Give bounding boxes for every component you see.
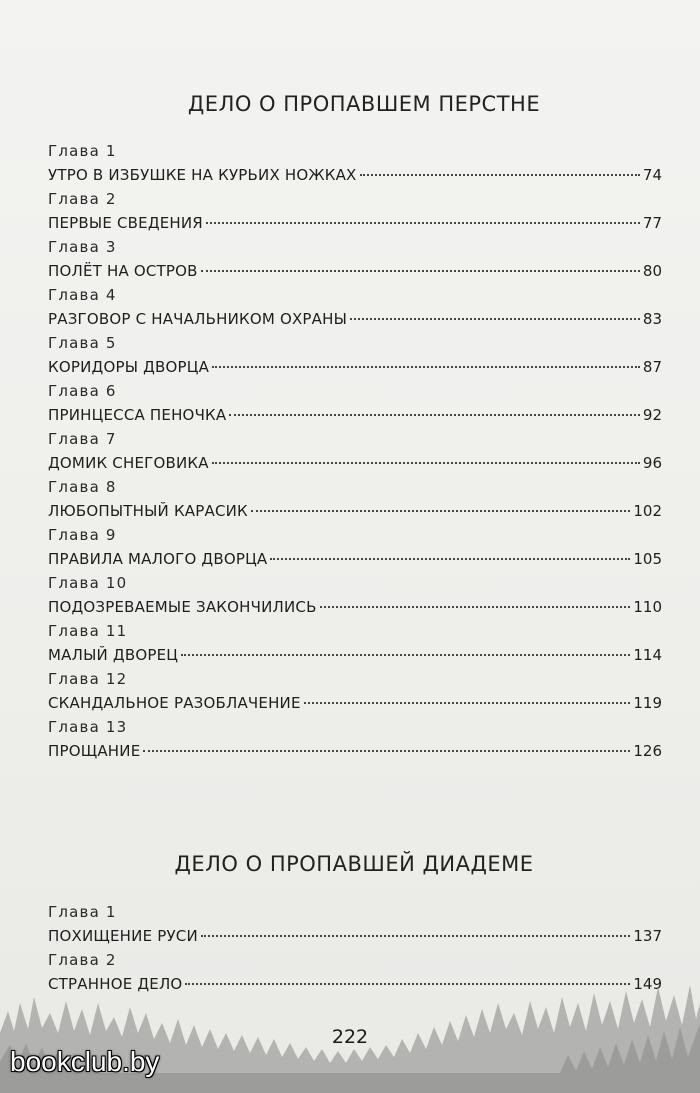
dot-leader	[270, 558, 630, 560]
page-number: 222	[331, 1026, 369, 1048]
chapter-page-number: 110	[633, 598, 662, 616]
toc-entry	[48, 593, 662, 621]
dot-leader	[251, 510, 630, 512]
toc-entry	[48, 641, 662, 669]
toc-entry	[48, 353, 662, 381]
dot-leader	[143, 750, 630, 752]
chapter-title: ПЕРВЫЕ СВЕДЕНИЯ	[48, 214, 203, 232]
chapter-label: Глава 4	[48, 286, 117, 304]
chapter-title: ПРОЩАНИЕ	[48, 742, 141, 760]
section-title-missing-diadem: ДЕЛО О ПРОПАВШЕЙ ДИАДЕМЕ	[174, 852, 534, 876]
chapter-page-number: 92	[642, 406, 662, 424]
chapter-title: ЛЮБОПЫТНЫЙ КАРАСИК	[48, 502, 248, 520]
dot-leader	[201, 270, 640, 272]
chapter-label: Глава 1	[48, 142, 117, 160]
chapter-page-number: 149	[633, 975, 662, 993]
toc-entry	[48, 401, 662, 429]
toc-entry	[48, 545, 662, 573]
chapter-page-number: 137	[633, 927, 662, 945]
chapter-label: Глава 11	[48, 622, 128, 640]
chapter-page-number: 87	[642, 358, 662, 376]
chapter-label: Глава 2	[48, 951, 117, 969]
toc-entry	[48, 689, 662, 717]
toc-entry	[48, 497, 662, 525]
table-of-contents-section-1	[48, 141, 662, 765]
chapter-page-number: 80	[642, 262, 662, 280]
dot-leader	[229, 414, 640, 416]
toc-entry	[48, 922, 662, 950]
chapter-label: Глава 5	[48, 334, 117, 352]
chapter-label: Глава 12	[48, 670, 128, 688]
toc-entry	[48, 449, 662, 477]
chapter-title: СКАНДАЛЬНОЕ РАЗОБЛАЧЕНИЕ	[48, 694, 301, 712]
chapter-title: КОРИДОРЫ ДВОРЦА	[48, 358, 210, 376]
chapter-label: Глава 3	[48, 238, 117, 256]
chapter-page-number: 74	[642, 166, 662, 184]
chapter-label: Глава 1	[48, 903, 117, 921]
toc-entry	[48, 305, 662, 333]
chapter-title: МАЛЫЙ ДВОРЕЦ	[48, 646, 179, 664]
toc-entry	[48, 209, 662, 237]
dot-leader	[181, 654, 630, 656]
chapter-page-number: 83	[642, 310, 662, 328]
chapter-page-number: 105	[633, 550, 662, 568]
chapter-page-number: 126	[633, 742, 662, 760]
chapter-page-number: 119	[633, 694, 662, 712]
chapter-title: ПРИНЦЕССА ПЕНОЧКА	[48, 406, 227, 424]
chapter-page-number: 77	[642, 214, 662, 232]
chapter-title: ПОДОЗРЕВАЕМЫЕ ЗАКОНЧИЛИСЬ	[48, 598, 317, 616]
chapter-page-number: 114	[633, 646, 662, 664]
chapter-title: ДОМИК СНЕГОВИКА	[48, 454, 209, 472]
dot-leader	[206, 222, 640, 224]
chapter-page-number: 102	[633, 502, 662, 520]
chapter-label: Глава 9	[48, 526, 117, 544]
dot-leader	[212, 366, 640, 368]
chapter-title: ПОЛЁТ НА ОСТРОВ	[48, 262, 198, 280]
chapter-label: Глава 8	[48, 478, 117, 496]
chapter-title: РАЗГОВОР С НАЧАЛЬНИКОМ ОХРАНЫ	[48, 310, 348, 328]
chapter-label: Глава 6	[48, 382, 117, 400]
chapter-title: СТРАННОЕ ДЕЛО	[48, 975, 183, 993]
chapter-label: Глава 10	[48, 574, 128, 592]
dot-leader	[350, 318, 640, 320]
chapter-title: ПРАВИЛА МАЛОГО ДВОРЦА	[48, 550, 268, 568]
dot-leader	[320, 606, 631, 608]
chapter-label: Глава 7	[48, 430, 117, 448]
dot-leader	[304, 702, 631, 704]
section-title-missing-ring: ДЕЛО О ПРОПАВШЕМ ПЕРСТНЕ	[187, 92, 541, 116]
toc-entry	[48, 161, 662, 189]
toc-entry	[48, 737, 662, 765]
chapter-label: Глава 2	[48, 190, 117, 208]
dot-leader	[360, 174, 640, 176]
dot-leader	[212, 462, 640, 464]
chapter-page-number: 96	[642, 454, 662, 472]
chapter-title: ПОХИЩЕНИЕ РУСИ	[48, 927, 198, 945]
chapter-label: Глава 13	[48, 718, 128, 736]
chapter-title: УТРО В ИЗБУШКЕ НА КУРЬИХ НОЖКАХ	[48, 166, 357, 184]
toc-entry	[48, 257, 662, 285]
dot-leader	[201, 935, 630, 937]
watermark-logo-text: bookclub.by	[10, 1046, 160, 1077]
